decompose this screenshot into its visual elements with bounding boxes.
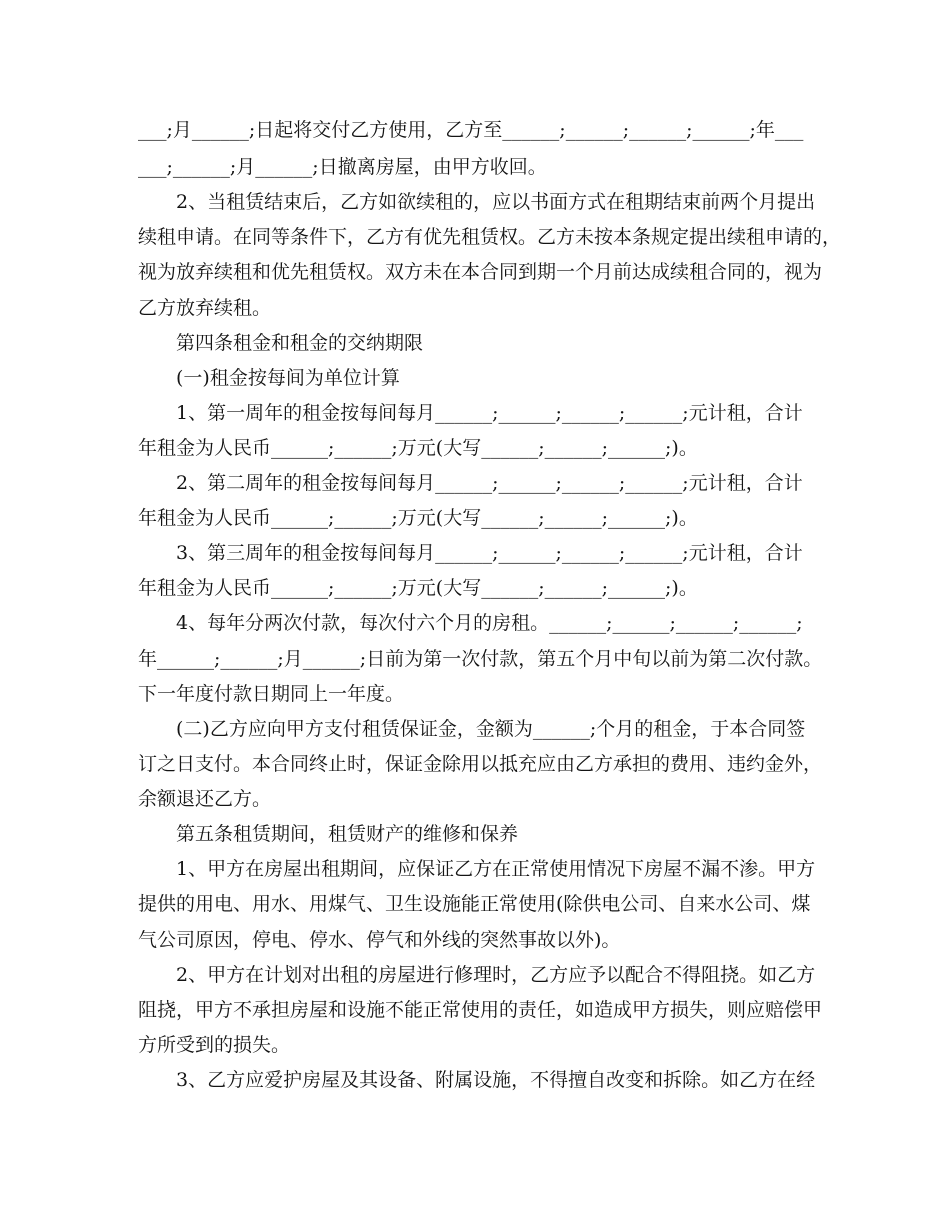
text-line: 1、甲方在房屋出租期间，应保证乙方在正常使用情况下房屋不漏不渗。甲方 xyxy=(176,858,816,880)
section-heading: 第四条租金和租金的交纳期限 xyxy=(176,332,424,354)
text-line: 乙方放弃续租。 xyxy=(138,297,272,319)
text-line: 余额退还乙方。 xyxy=(138,788,272,810)
subsection-heading: (二)乙方应向甲方支付租赁保证金，金额为______;个月的租金，于本合同签 xyxy=(176,718,806,740)
text-line: 提供的用电、用水、用煤气、卫生设施能正常使用(除供电公司、自来水公司、煤 xyxy=(138,893,811,915)
text-line: 年租金为人民币______;______;万元(大写______;______;______;)。 xyxy=(138,577,698,599)
section-heading: 第五条租赁期间，租赁财产的维修和保养 xyxy=(176,823,519,845)
text-line: 视为放弃续租和优先租赁权。双方未在本合同到期一个月前达成续租合同的，视为 xyxy=(138,261,823,283)
text-line: 年租金为人民币______;______;万元(大写______;______;______;)。 xyxy=(138,507,698,529)
text-line: 4、每年分两次付款，每次付六个月的房租。______;______;______;______; xyxy=(176,612,803,634)
text-line: 续租申请。在同等条件下，乙方有优先租赁权。乙方未按本条规定提出续租申请的， xyxy=(138,226,842,248)
text-line: 1、第一周年的租金按每间每月______;______;______;______;元计租，合计 xyxy=(176,402,803,424)
text-line: 3、第三周年的租金按每间每月______;______;______;______;元计租，合计 xyxy=(176,542,803,564)
subsection-heading: (一)租金按每间为单位计算 xyxy=(176,367,400,389)
text-line: ___;______;月______;日撤离房屋，由甲方收回。 xyxy=(138,156,547,178)
text-line: 方所受到的损失。 xyxy=(138,1034,291,1056)
text-line: 2、当租赁结束后，乙方如欲续租的，应以书面方式在租期结束前两个月提出 xyxy=(176,191,816,213)
text-line: 气公司原因，停电、停水、停气和外线的突然事故以外)。 xyxy=(138,929,621,951)
text-line: 3、乙方应爱护房屋及其设备、附属设施，不得擅自改变和拆除。如乙方在经 xyxy=(176,1069,816,1091)
text-line: 订之日支付。本合同终止时，保证金除用以抵充应由乙方承担的费用、违约金外， xyxy=(138,753,823,775)
text-line: ___;月______;日起将交付乙方使用，乙方至______;______;______;______;年___ xyxy=(138,119,804,141)
text-line: 阻挠，甲方不承担房屋和设施不能正常使用的责任，如造成甲方损失，则应赔偿甲 xyxy=(138,999,823,1021)
text-line: 年租金为人民币______;______;万元(大写______;______;______;)。 xyxy=(138,437,698,459)
text-line: 年______;______;月______;日前为第一次付款，第五个月中旬以前为第二次付款。 xyxy=(138,648,823,670)
text-line: 2、甲方在计划对出租的房屋进行修理时，乙方应予以配合不得阻挠。如乙方 xyxy=(176,964,816,986)
text-line: 2、第二周年的租金按每间每月______;______;______;______;元计租，合计 xyxy=(176,472,803,494)
text-line: 下一年度付款日期同上一年度。 xyxy=(138,683,405,705)
